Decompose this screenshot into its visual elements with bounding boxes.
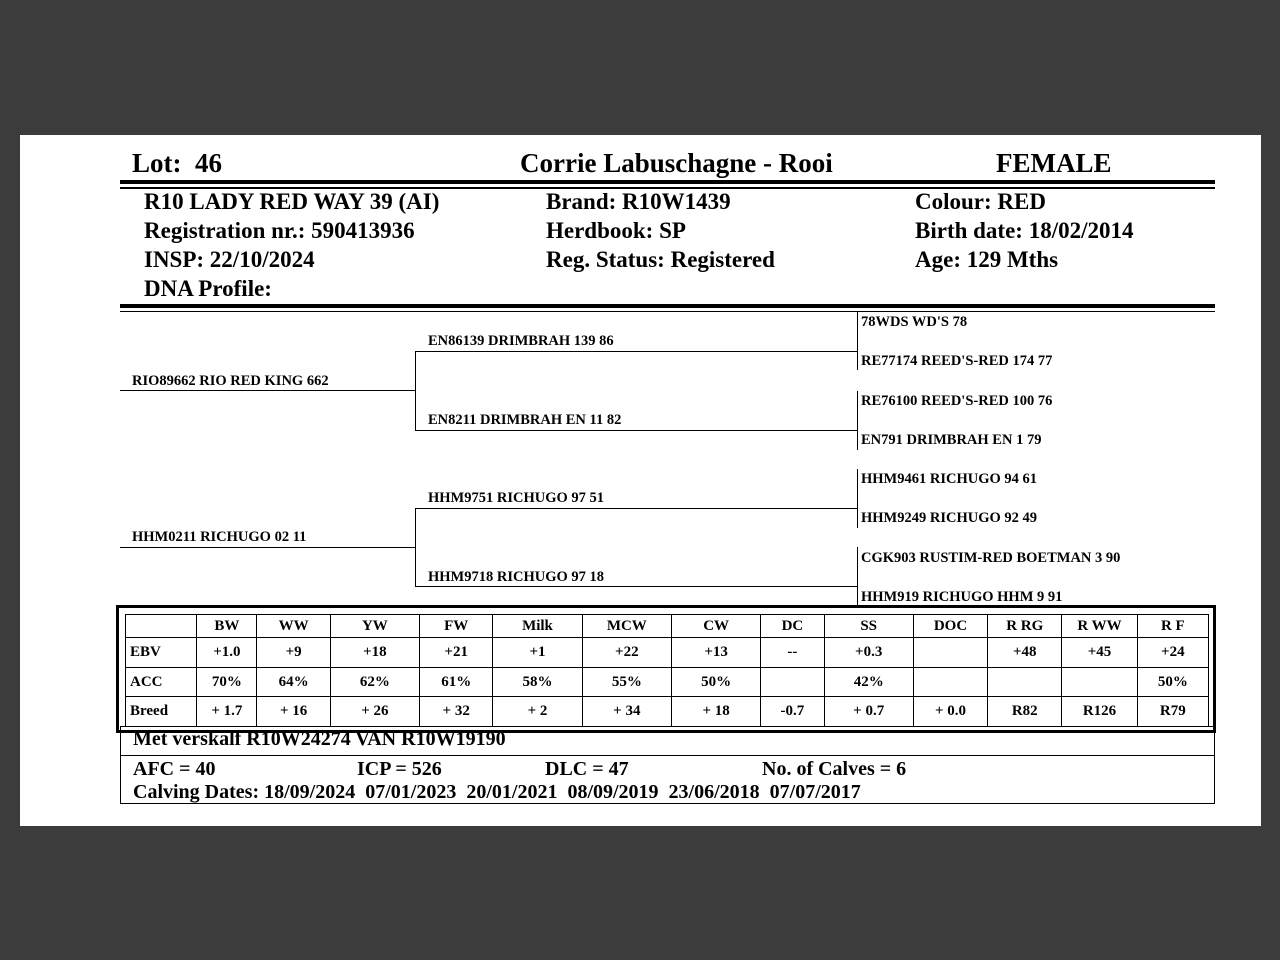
ebv-corner-cell (126, 615, 197, 638)
pedigree-sheet (20, 135, 1261, 826)
lot-number: 46 (195, 148, 222, 178)
ebv-row-label: Breed (126, 697, 197, 727)
dam-dam: HHM9718 RICHUGO 97 18 (428, 569, 605, 585)
great-grandparent: RE77174 REED'S-RED 174 77 (861, 353, 1053, 369)
ped-line (415, 351, 858, 352)
ebv-row (126, 697, 1209, 727)
ebv-cell: + 18 (671, 697, 760, 727)
lot-label (132, 148, 222, 179)
ped-line (857, 469, 858, 528)
great-grandparent: HHM919 RICHUGO HHM 9 91 (861, 589, 1063, 605)
ebv-header-cell: DC (761, 615, 824, 638)
dam-sire: HHM9751 RICHUGO 97 51 (428, 490, 605, 506)
ebv-cell: +45 (1062, 638, 1137, 668)
calf-remark: Met verskalf R10W24274 VAN R10W19190 (133, 728, 506, 750)
calves-count: No. of Calves = 6 (762, 758, 907, 780)
ebv-cell: 58% (493, 667, 582, 697)
dna-profile: DNA Profile: (144, 276, 272, 301)
insp-date: INSP: 22/10/2024 (144, 247, 315, 272)
ebv-cell: R79 (1137, 697, 1208, 727)
ebv-cell: +1.0 (197, 638, 257, 668)
ebv-header-cell: WW (257, 615, 330, 638)
ebv-cell: +22 (582, 638, 671, 668)
ebv-cell (1062, 667, 1137, 697)
great-grandparent: RE76100 REED'S-RED 100 76 (861, 393, 1053, 409)
ebv-row (126, 667, 1209, 697)
great-grandparent: 78WDS WD'S 78 (861, 314, 968, 330)
owner-name: Corrie Labuschagne - Rooi (520, 148, 833, 178)
ebv-cell (761, 667, 824, 697)
ped-line (415, 430, 858, 431)
calving-dates: Calving Dates: 18/09/2024 07/01/2023 20/01/2021 08/09/2019 23/06/2018 07/07/2017 (133, 781, 861, 803)
ebv-header-cell: CW (671, 615, 760, 638)
ebv-cell: 62% (330, 667, 419, 697)
ebv-header-row (126, 615, 1209, 638)
ped-line (415, 586, 858, 587)
ebv-header-cell: MCW (582, 615, 671, 638)
ebv-header-cell: Milk (493, 615, 582, 638)
ebv-cell: + 16 (257, 697, 330, 727)
age: Age: 129 Mths (915, 247, 1059, 272)
ebv-cell: + 0.0 (913, 697, 987, 727)
ebv-cell: + 32 (420, 697, 493, 727)
ebv-header-cell: R F (1137, 615, 1208, 638)
ebv-cell: +13 (671, 638, 760, 668)
ebv-cell: +1 (493, 638, 582, 668)
great-grandparent: HHM9249 RICHUGO 92 49 (861, 510, 1038, 526)
sire-dam: EN8211 DRIMBRAH EN 11 82 (428, 412, 622, 428)
lot-label-text: Lot: (132, 148, 182, 178)
calving-box (120, 726, 1215, 804)
ped-line (120, 547, 416, 548)
calving-divider (121, 755, 1214, 756)
colour: Colour: RED (915, 189, 1046, 214)
brand: Brand: R10W1439 (546, 189, 731, 214)
ebv-cell: 70% (197, 667, 257, 697)
ebv-cell: -- (761, 638, 824, 668)
ped-line (857, 391, 858, 450)
reg-status: Reg. Status: Registered (546, 247, 775, 272)
ebv-cell: 50% (671, 667, 760, 697)
dlc-value: DLC = 47 (545, 758, 629, 780)
ebv-header-cell: YW (330, 615, 419, 638)
ebv-cell: +48 (988, 638, 1062, 668)
birth-date: Birth date: 18/02/2014 (915, 218, 1134, 243)
registration-number: Registration nr.: 590413936 (144, 218, 415, 243)
ebv-cell: 61% (420, 667, 493, 697)
great-grandparent: HHM9461 RICHUGO 94 61 (861, 471, 1038, 487)
ebv-cell: +18 (330, 638, 419, 668)
ped-line (415, 508, 858, 509)
header-rule-thick (120, 180, 1215, 184)
ped-line (857, 311, 858, 370)
ebv-row (126, 638, 1209, 668)
herdbook: Herdbook: SP (546, 218, 686, 243)
great-grandparent: CGK903 RUSTIM-RED BOETMAN 3 90 (861, 550, 1121, 566)
icp-value: ICP = 526 (357, 758, 442, 780)
ebv-cell: -0.7 (761, 697, 824, 727)
ebv-table (125, 614, 1209, 727)
ped-line (857, 547, 858, 606)
ebv-cell: + 1.7 (197, 697, 257, 727)
ped-line (415, 351, 416, 431)
sire-sire: EN86139 DRIMBRAH 139 86 (428, 333, 614, 349)
info-rule-thin (120, 311, 1215, 312)
ebv-row-label: ACC (126, 667, 197, 697)
ebv-cell: +9 (257, 638, 330, 668)
info-rule-thick (120, 304, 1215, 308)
animal-name: R10 LADY RED WAY 39 (AI) (144, 189, 440, 214)
ebv-cell: + 26 (330, 697, 419, 727)
ebv-cell: +21 (420, 638, 493, 668)
ebv-header-cell: R RG (988, 615, 1062, 638)
ebv-table-frame (116, 605, 1216, 733)
ebv-cell: R126 (1062, 697, 1137, 727)
ebv-cell: 55% (582, 667, 671, 697)
ebv-cell: +0.3 (824, 638, 913, 668)
ebv-cell: 50% (1137, 667, 1208, 697)
ebv-cell: 64% (257, 667, 330, 697)
ebv-header-cell: SS (824, 615, 913, 638)
ped-line (120, 390, 416, 391)
afc-value: AFC = 40 (133, 758, 216, 780)
ebv-row-label: EBV (126, 638, 197, 668)
ebv-header-cell: R WW (1062, 615, 1137, 638)
ebv-cell: R82 (988, 697, 1062, 727)
ebv-cell: + 34 (582, 697, 671, 727)
ebv-cell: +24 (1137, 638, 1208, 668)
ebv-cell (988, 667, 1062, 697)
ebv-cell (913, 667, 987, 697)
ebv-cell (913, 638, 987, 668)
ebv-header-cell: FW (420, 615, 493, 638)
ebv-cell: 42% (824, 667, 913, 697)
ebv-header-cell: BW (197, 615, 257, 638)
great-grandparent: EN791 DRIMBRAH EN 1 79 (861, 432, 1042, 448)
sire: RIO89662 RIO RED KING 662 (132, 373, 329, 389)
sex-label: FEMALE (996, 148, 1112, 178)
ebv-cell: + 0.7 (824, 697, 913, 727)
ebv-cell: + 2 (493, 697, 582, 727)
ebv-header-cell: DOC (913, 615, 987, 638)
dam: HHM0211 RICHUGO 02 11 (132, 529, 307, 545)
